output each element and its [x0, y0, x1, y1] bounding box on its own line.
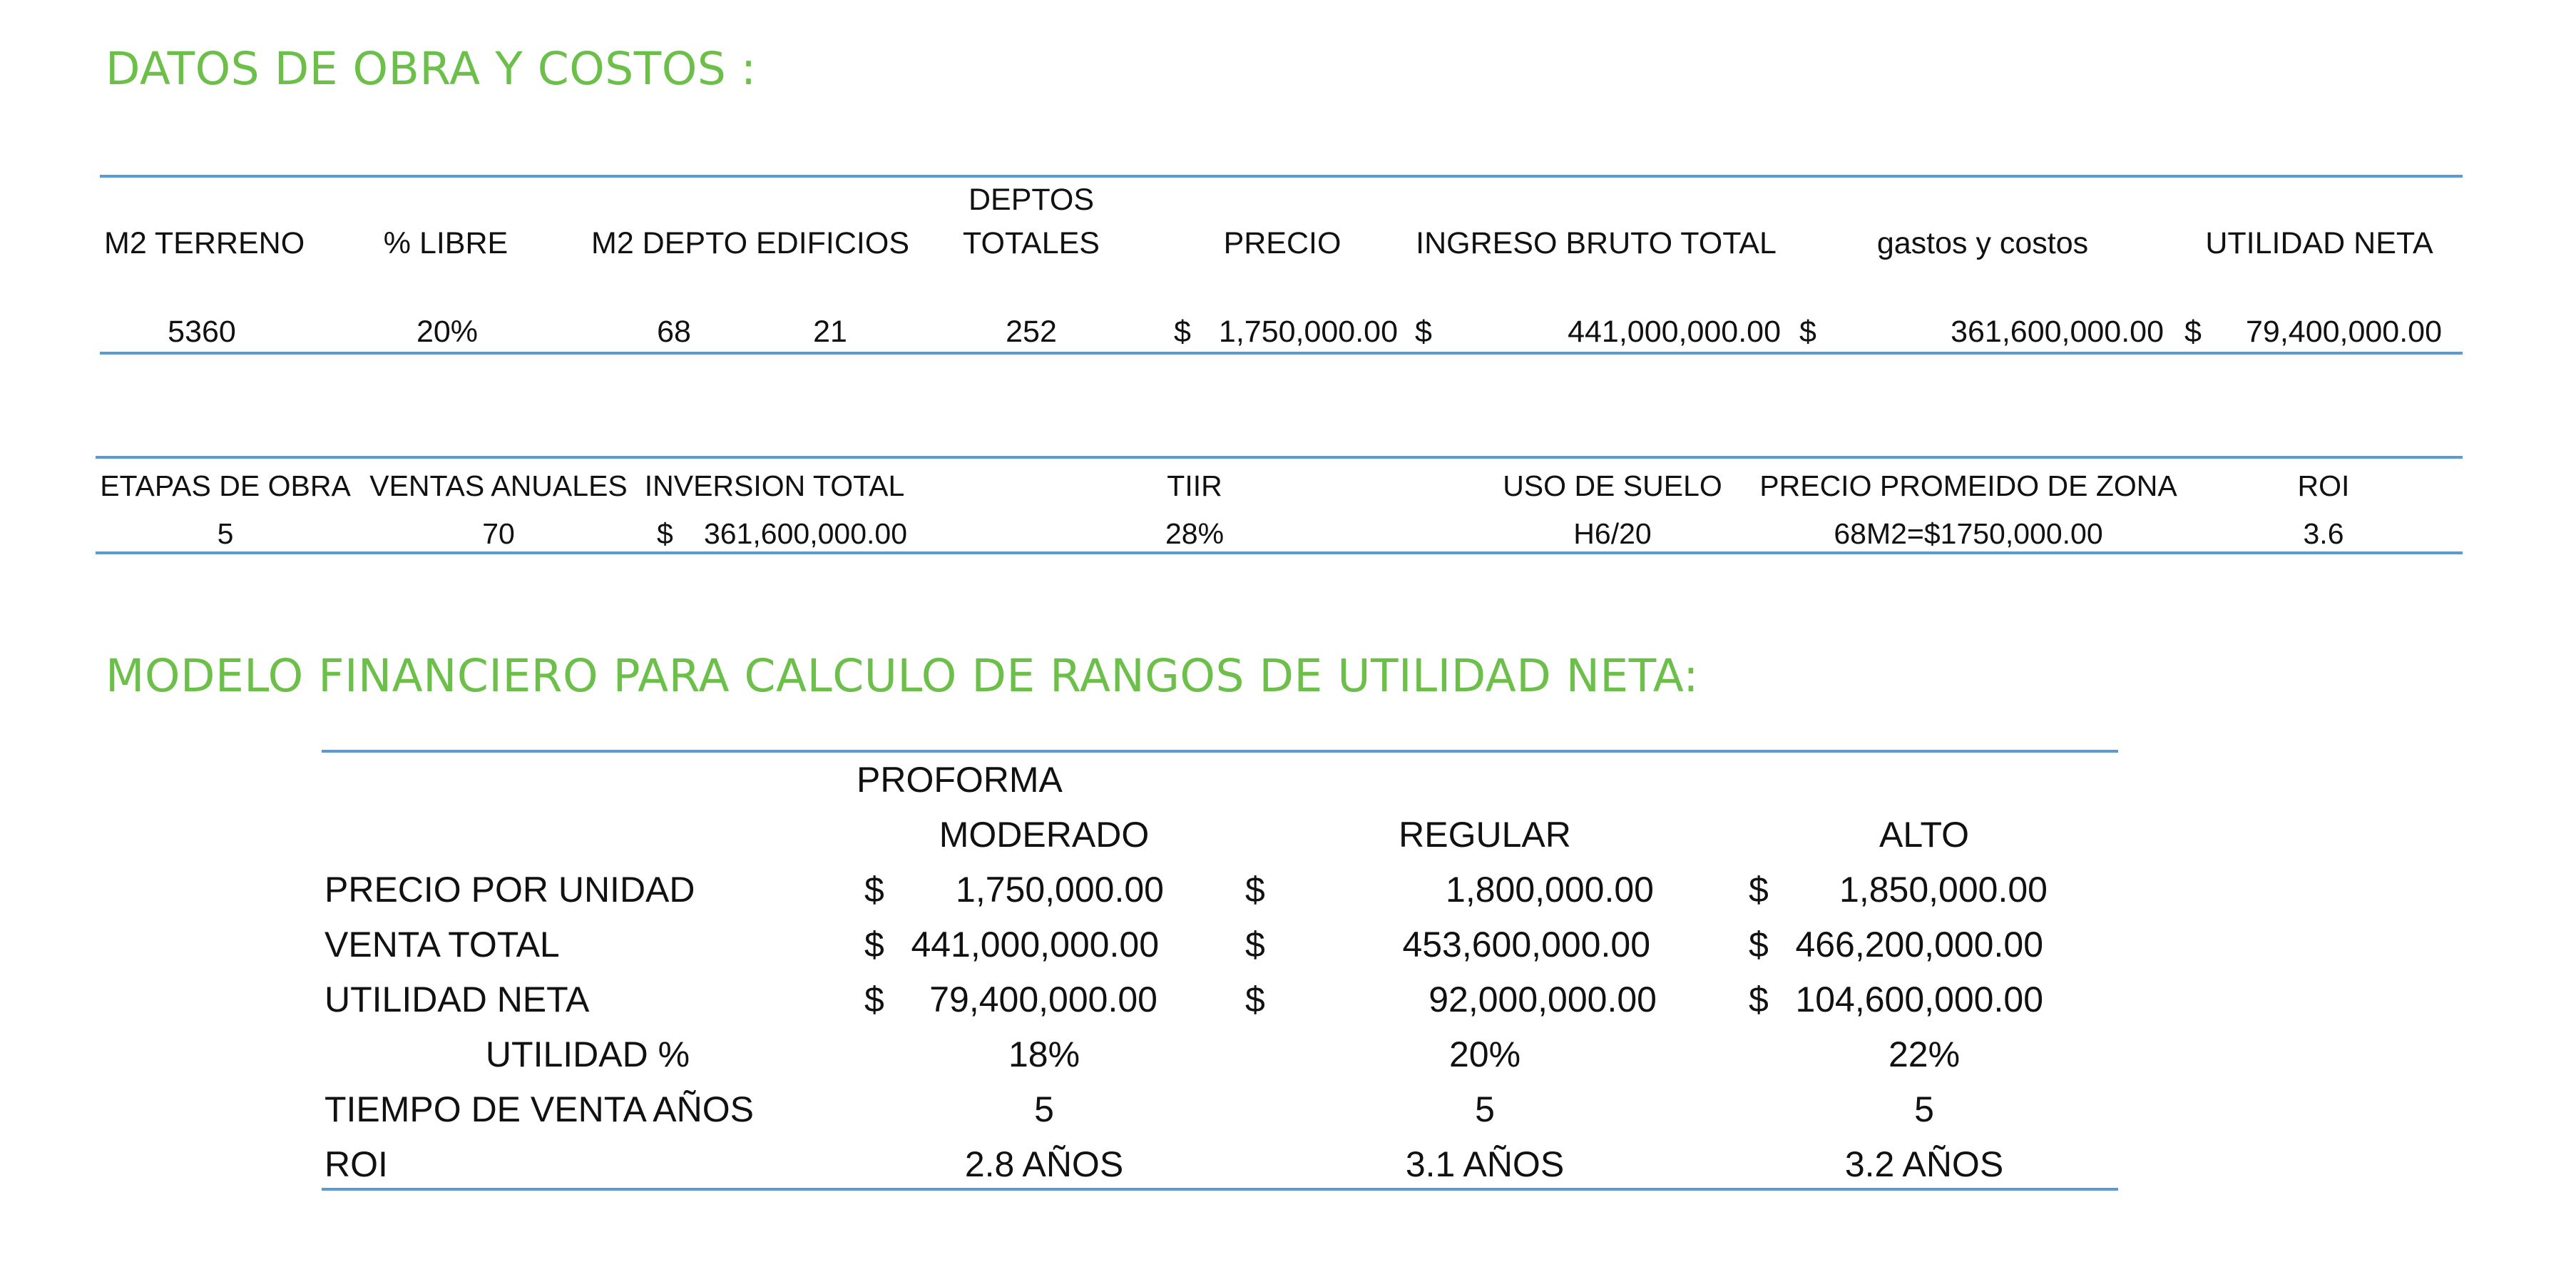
- alto-precio-value: 1,850,000.00: [1839, 870, 2048, 910]
- header-m2-terreno: M2 TERRENO: [104, 226, 305, 260]
- alto-currency-symbol: $: [1749, 870, 1769, 910]
- alto-tiempo-value: 5: [1914, 1089, 1934, 1129]
- value-deptos-totales: 252: [1006, 315, 1057, 349]
- inversion-currency-symbol: $: [657, 517, 673, 550]
- moderado-utilidad-value: 79,400,000.00: [929, 979, 1157, 1019]
- header-gastos-y-costos: gastos y costos: [1876, 226, 2089, 260]
- header-precio: PRECIO: [1223, 226, 1341, 260]
- moderado-currency-symbol: $: [864, 925, 884, 965]
- alto-currency-symbol: $: [1749, 925, 1769, 965]
- value-m2-terreno: 5360: [168, 315, 236, 349]
- value-tiir: 28%: [1165, 517, 1225, 550]
- header-uso-de-suelo: USO DE SUELO: [1503, 469, 1722, 502]
- header-pct-libre: % LIBRE: [383, 226, 508, 260]
- value-ingreso-bruto-total: 441,000,000.00: [1568, 315, 1781, 349]
- value-m2-depto: 68: [657, 315, 691, 349]
- header-ingreso-bruto-total: INGRESO BRUTO TOTAL: [1416, 226, 1777, 260]
- model-top-rule: [322, 750, 2118, 753]
- header-precio-promedio-zona: PRECIO PROMEIDO DE ZONA: [1759, 469, 2177, 502]
- regular-precio-value: 1,800,000.00: [1446, 870, 1654, 910]
- table1-bottom-rule: [100, 352, 2463, 355]
- value-ventas-anuales: 70: [482, 517, 515, 550]
- moderado-currency-symbol: $: [864, 870, 884, 910]
- column-regular: REGULAR: [1399, 815, 1571, 855]
- header-roi: ROI: [2297, 469, 2350, 502]
- alto-utilidad-value: 104,600,000.00: [1795, 979, 2043, 1019]
- regular-currency-symbol: $: [1245, 979, 1265, 1019]
- regular-tiempo-value: 5: [1475, 1089, 1495, 1129]
- value-precio: 1,750,000.00: [1218, 315, 1398, 349]
- value-pct-libre: 20%: [416, 315, 479, 349]
- table1-top-rule: [100, 175, 2463, 178]
- regular-utilidad-value: 92,000,000.00: [1428, 979, 1657, 1019]
- row-label-utilidad-pct: UTILIDAD %: [485, 1034, 690, 1074]
- alto-roi-value: 3.2 AÑOS: [1844, 1144, 2004, 1184]
- value-roi: 3.6: [2303, 517, 2344, 550]
- row-label-tiempo-de-venta: TIEMPO DE VENTA AÑOS: [324, 1089, 754, 1129]
- alto-utilidad-pct-value: 22%: [1888, 1034, 1961, 1074]
- table2-top-rule: [96, 456, 2463, 459]
- value-edificios: 21: [813, 315, 847, 349]
- value-precio-promedio-zona: 68M2=$1750,000.00: [1834, 517, 2103, 550]
- column-alto: ALTO: [1879, 815, 1969, 855]
- value-inversion-total: 361,600,000.00: [704, 517, 907, 550]
- model-bottom-rule: [322, 1188, 2118, 1191]
- regular-venta-value: 453,600,000.00: [1402, 925, 1650, 965]
- header-etapas-de-obra: ETAPAS DE OBRA: [100, 469, 351, 502]
- section2-title: MODELO FINANCIERO PARA CALCULO DE RANGOS DE UTILIDAD NETA:: [106, 650, 1699, 702]
- moderado-venta-value: 441,000,000.00: [911, 925, 1159, 965]
- section1-title: DATOS DE OBRA Y COSTOS :: [106, 43, 757, 95]
- regular-currency-symbol: $: [1245, 870, 1265, 910]
- regular-utilidad-pct-value: 20%: [1448, 1034, 1521, 1074]
- value-gastos-y-costos: 361,600,000.00: [1951, 315, 2164, 349]
- moderado-tiempo-value: 5: [1034, 1089, 1054, 1129]
- row-label-roi: ROI: [324, 1144, 388, 1184]
- precio-currency-symbol: $: [1174, 315, 1191, 349]
- header-tiir: TIIR: [1167, 469, 1222, 502]
- header-utilidad-neta: UTILIDAD NETA: [2205, 226, 2433, 260]
- row-label-utilidad-neta: UTILIDAD NETA: [324, 979, 590, 1019]
- gastos-currency-symbol: $: [1799, 315, 1816, 349]
- row-label-precio-por-unidad: PRECIO POR UNIDAD: [324, 870, 695, 910]
- header-ventas-anuales: VENTAS ANUALES: [369, 469, 628, 502]
- moderado-currency-symbol: $: [864, 979, 884, 1019]
- moderado-roi-value: 2.8 AÑOS: [964, 1144, 1124, 1184]
- regular-roi-value: 3.1 AÑOS: [1405, 1144, 1565, 1184]
- moderado-utilidad-pct-value: 18%: [1008, 1034, 1080, 1074]
- ingreso-currency-symbol: $: [1415, 315, 1432, 349]
- alto-venta-value: 466,200,000.00: [1795, 925, 2043, 965]
- value-uso-de-suelo: H6/20: [1573, 517, 1652, 550]
- proforma-label: PROFORMA: [857, 760, 1063, 800]
- row-label-venta-total: VENTA TOTAL: [324, 925, 560, 965]
- utilidad-currency-symbol: $: [2184, 315, 2202, 349]
- header-inversion-total: INVERSION TOTAL: [644, 469, 905, 502]
- regular-currency-symbol: $: [1245, 925, 1265, 965]
- table2-bottom-rule: [96, 551, 2463, 554]
- moderado-precio-value: 1,750,000.00: [956, 870, 1164, 910]
- column-moderado: MODERADO: [939, 815, 1150, 855]
- value-utilidad-neta: 79,400,000.00: [2246, 315, 2442, 349]
- header-deptos-line2: TOTALES: [963, 226, 1100, 260]
- value-etapas-de-obra: 5: [217, 517, 234, 550]
- header-m2-depto-edificios: M2 DEPTO EDIFICIOS: [591, 226, 909, 260]
- alto-currency-symbol: $: [1749, 979, 1769, 1019]
- header-deptos-line1: DEPTOS: [968, 183, 1095, 217]
